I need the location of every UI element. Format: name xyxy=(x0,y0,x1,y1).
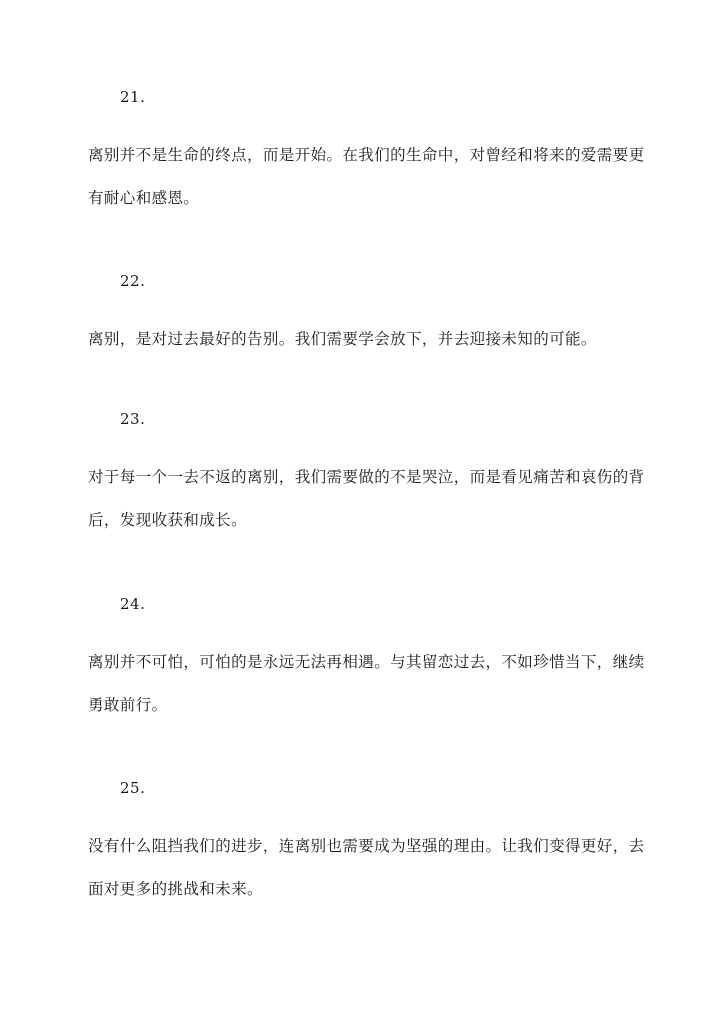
item-text: 离别，是对过去最好的告别。我们需要学会放下，并去迎接未知的可能。 xyxy=(88,330,597,348)
item-number: 24. xyxy=(120,595,146,613)
item-number: 21. xyxy=(120,88,146,106)
item-number: 23. xyxy=(120,410,146,428)
item-text: 没有什么阻挡我们的进步，连离别也需要成为坚强的理由。让我们变得更好，去面对更多的挑战和未来。 xyxy=(88,837,645,898)
item-text: 离别并不可怕，可怕的是永远无法再相遇。与其留恋过去，不如珍惜当下，继续勇敢前行。 xyxy=(88,653,645,714)
list-item xyxy=(88,594,648,727)
list-item xyxy=(88,409,648,542)
item-text: 对于每一个一去不返的离别，我们需要做的不是哭泣，而是看见痛苦和哀伤的背后，发现收获和成长。 xyxy=(88,468,645,529)
item-number: 25. xyxy=(120,779,146,797)
item-text: 离别并不是生命的终点，而是开始。在我们的生命中，对曾经和将来的爱需要更有耐心和感恩。 xyxy=(88,146,645,207)
item-number: 22. xyxy=(120,272,146,290)
list-item xyxy=(88,87,648,220)
list-item xyxy=(88,271,648,361)
list-item xyxy=(88,778,648,911)
